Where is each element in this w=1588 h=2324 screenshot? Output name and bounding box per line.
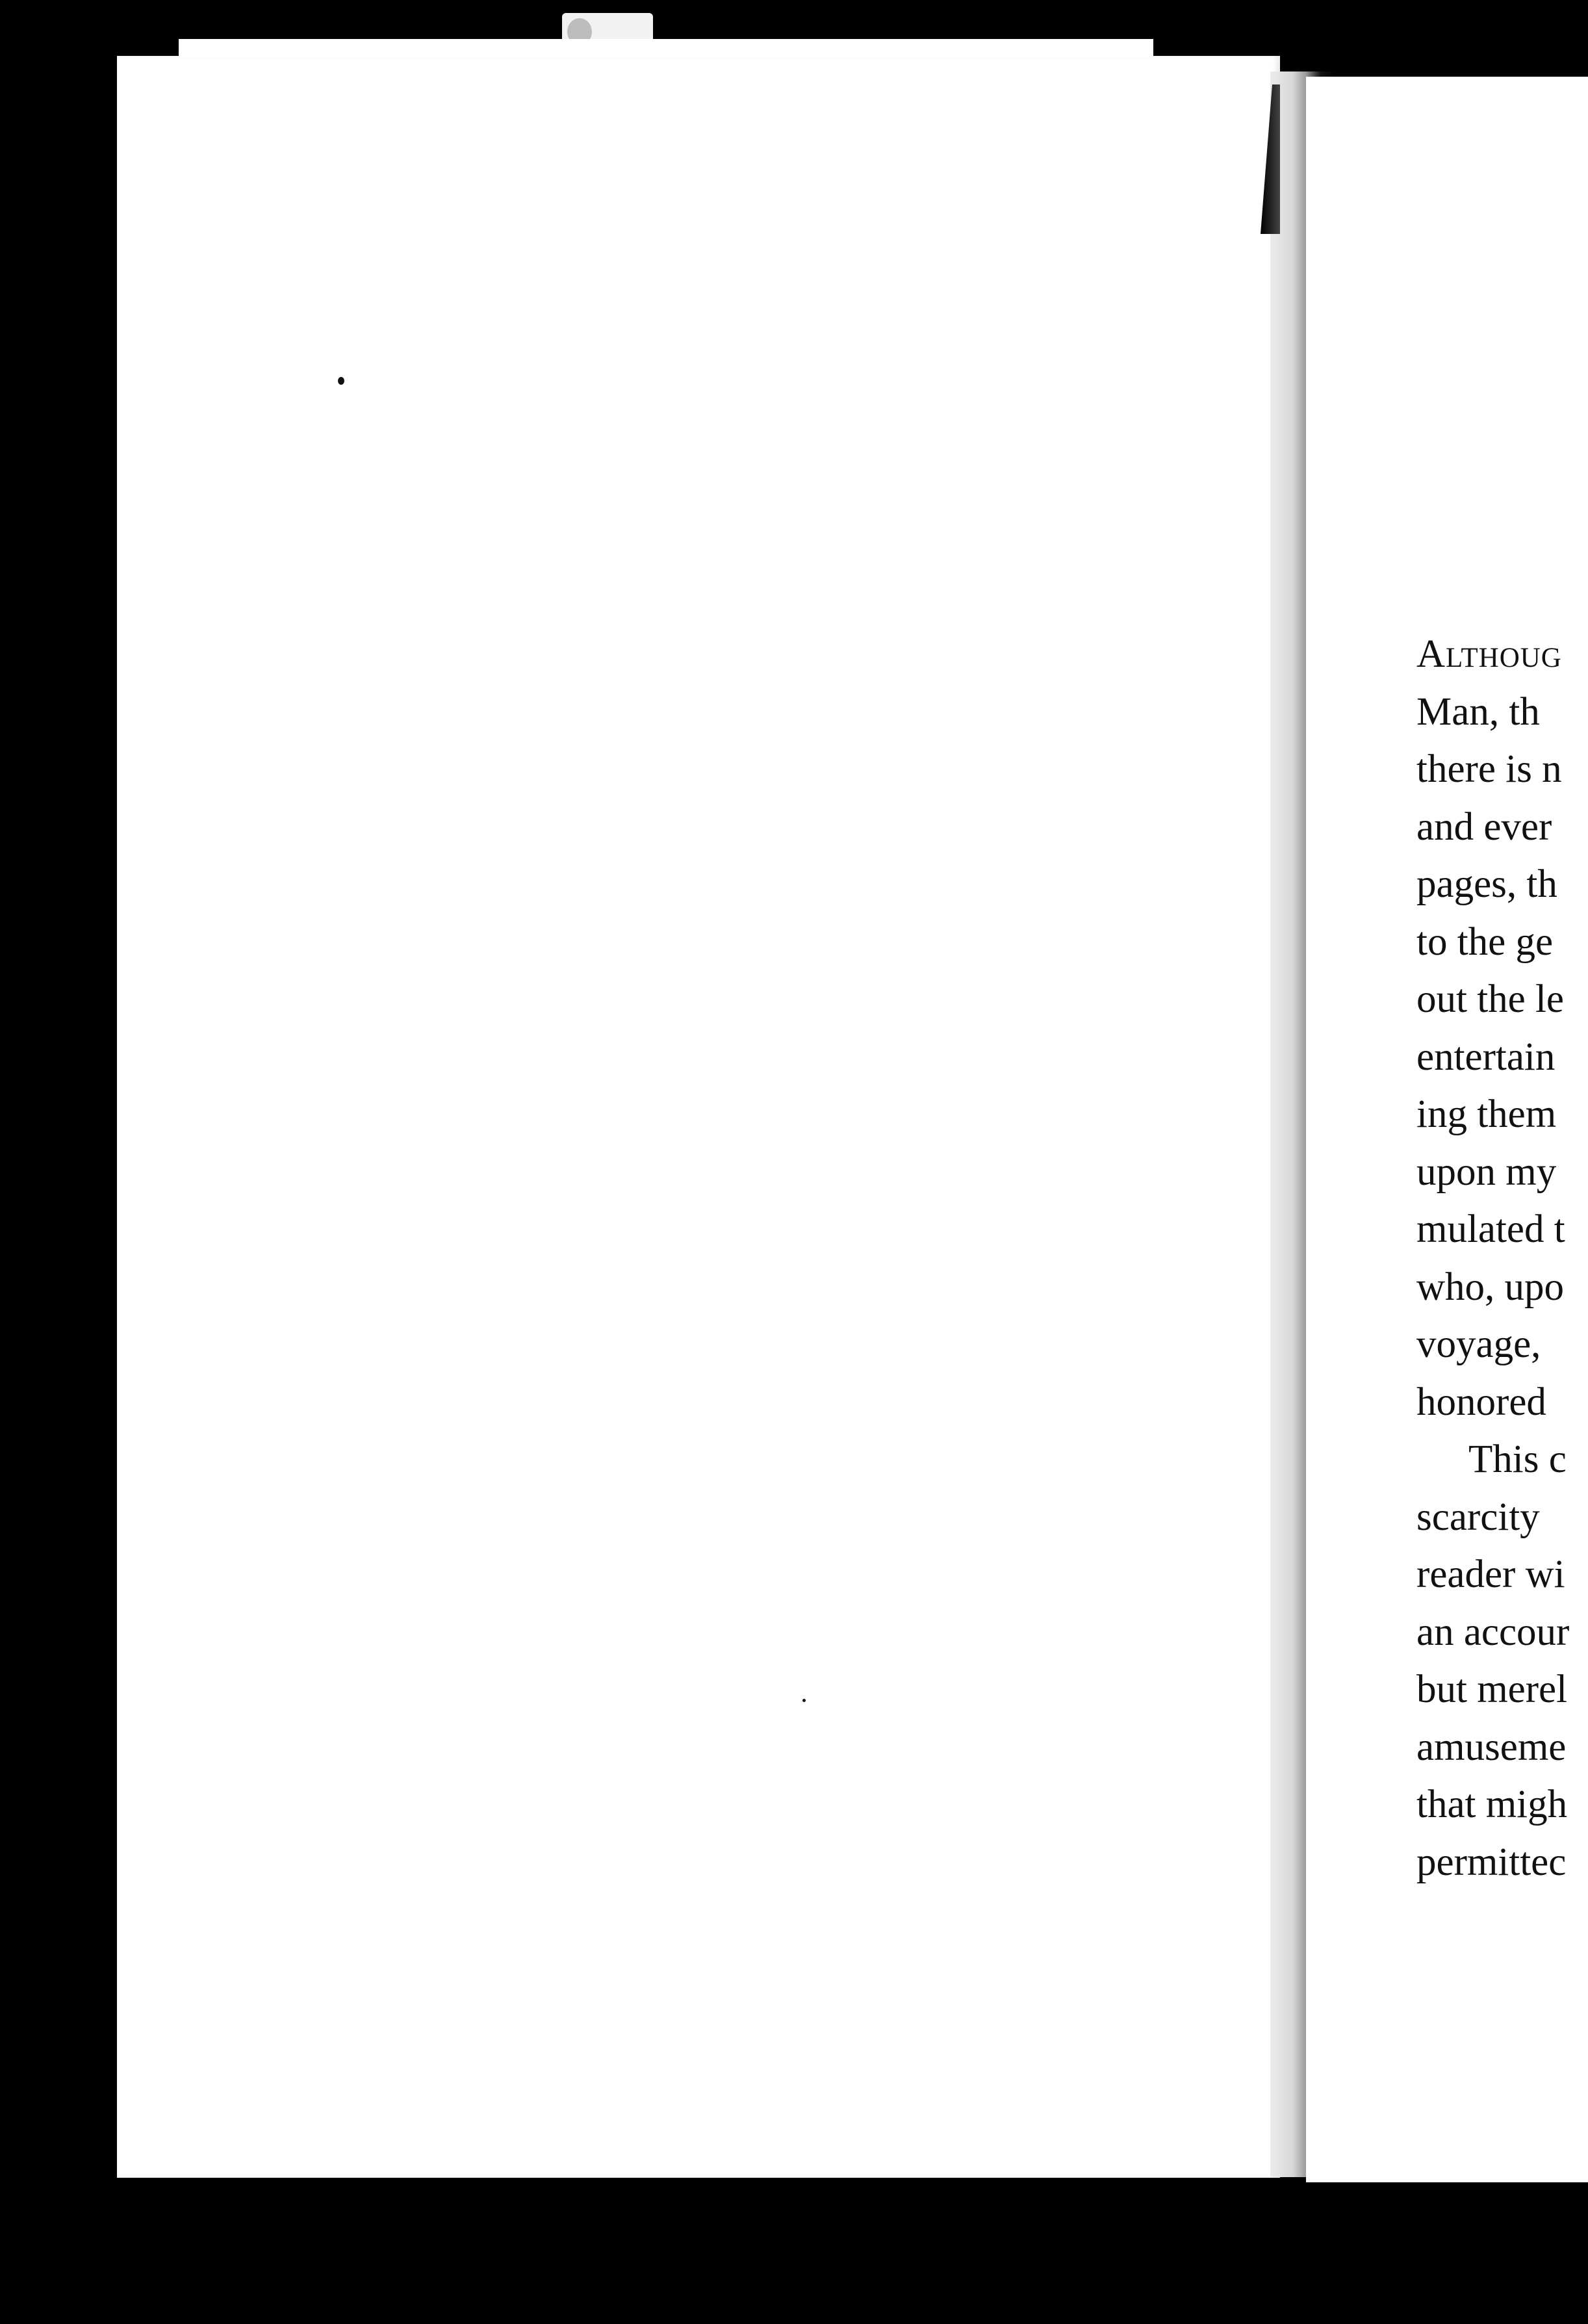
text-line: This c — [1468, 1438, 1567, 1481]
text-line: upon my — [1416, 1150, 1557, 1194]
page-text-block — [1416, 626, 1569, 1891]
text-line: to the ge — [1416, 920, 1554, 964]
text-line: permittec — [1416, 1840, 1567, 1884]
text-line: amuseme — [1416, 1725, 1567, 1769]
ink-speck — [338, 377, 344, 385]
text-line: entertain — [1416, 1035, 1556, 1079]
text-line: and ever — [1416, 805, 1552, 849]
text-line: Man, th — [1416, 690, 1540, 734]
text-line: but merel — [1416, 1668, 1568, 1711]
text-right-page — [1306, 77, 1588, 2182]
text-line: an accour — [1416, 1610, 1570, 1654]
text-line: who, upo — [1416, 1265, 1565, 1309]
text-line: pages, th — [1416, 862, 1557, 906]
scan-bottom-border — [1306, 2182, 1588, 2324]
text-line: out the le — [1416, 977, 1564, 1021]
text-line: reader wi — [1416, 1553, 1565, 1596]
text-line: voyage, — [1416, 1323, 1541, 1366]
text-line: mulated t — [1416, 1207, 1565, 1251]
ink-speck — [802, 1699, 806, 1702]
text-line: scarcity — [1416, 1495, 1540, 1539]
text-line: Althoug — [1416, 632, 1562, 676]
text-line: that migh — [1416, 1783, 1568, 1826]
text-line: there is n — [1416, 747, 1562, 791]
text-line: honored — [1416, 1380, 1546, 1424]
blank-left-page — [117, 56, 1280, 2178]
text-line: ing them — [1416, 1092, 1557, 1136]
page-top-edge — [179, 39, 1153, 57]
